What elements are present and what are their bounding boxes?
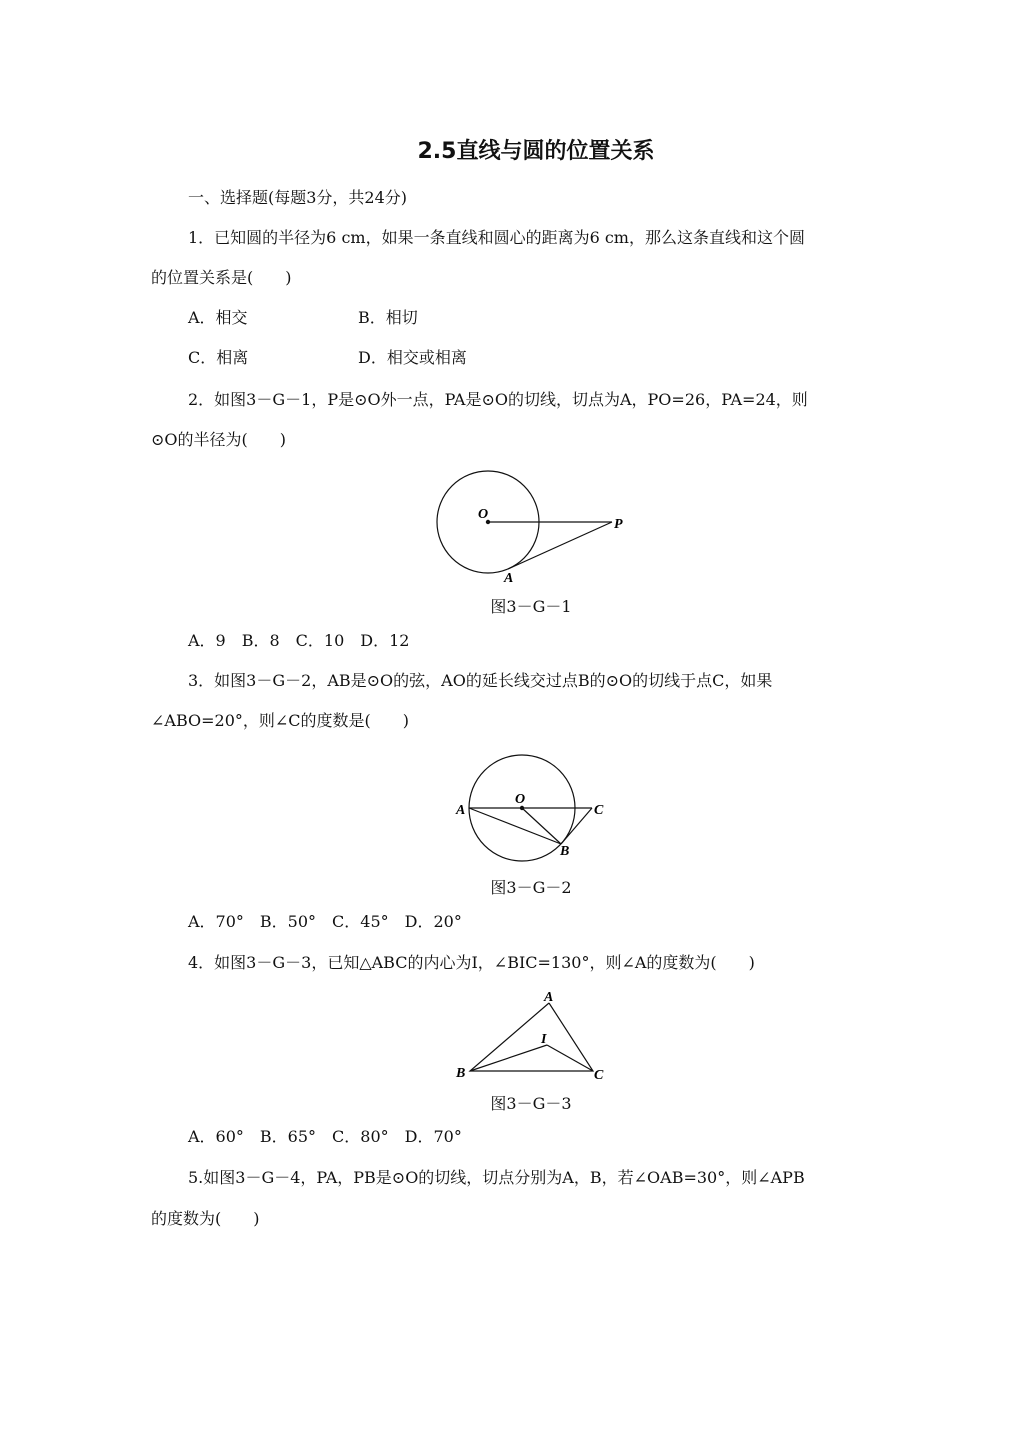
segment-bi xyxy=(470,1045,547,1071)
tangent-pa xyxy=(508,522,612,569)
label-o: O xyxy=(515,792,526,807)
figure-3-g-3-caption: 图3－G－3 xyxy=(490,1094,572,1113)
question-2-line-2: ⊙O的半径为( ) xyxy=(151,430,287,449)
question-1-line-1: 1．已知圆的半径为6 cm，如果一条直线和圆心的距离为6 cm，那么这条直线和这个圆 xyxy=(188,228,805,247)
question-1-option-b: B．相切 xyxy=(358,308,418,327)
label-i: I xyxy=(541,1032,547,1047)
figure-3-g-1 xyxy=(420,465,660,590)
figure-3-g-3 xyxy=(450,985,620,1085)
question-5-line-2: 的度数为( ) xyxy=(151,1209,260,1228)
page-title: 2.5直线与圆的位置关系 xyxy=(417,139,655,164)
question-2-line-1: 2．如图3－G－1，P是⊙O外一点，PA是⊙O的切线，切点为A，PO=26，PA=24，则 xyxy=(188,390,808,409)
tangent-bc xyxy=(561,808,592,844)
question-3-line-1: 3．如图3－G－2，AB是⊙O的弦，AO的延长线交过点B的⊙O的切线于点C，如果 xyxy=(188,671,773,690)
figure-3-g-1-caption: 图3－G－1 xyxy=(490,597,572,616)
figure-3-g-2 xyxy=(450,750,620,865)
label-b: B xyxy=(560,844,570,859)
segment-ob xyxy=(522,808,561,844)
label-o: O xyxy=(478,507,489,522)
section-heading: 一、选择题(每题3分，共24分) xyxy=(188,188,408,207)
chord-ab xyxy=(469,808,561,844)
label-a: A xyxy=(456,803,466,818)
question-1-option-d: D．相交或相离 xyxy=(358,348,467,367)
question-3-line-2: ∠ABO=20°，则∠C的度数是( ) xyxy=(151,711,410,730)
label-a: A xyxy=(544,990,554,1005)
question-4-line-1: 4．如图3－G－3，已知△ABC的内心为I，∠BIC=130°，则∠A的度数为( ) xyxy=(188,953,755,972)
label-c: C xyxy=(594,1068,604,1083)
label-a: A xyxy=(504,571,514,586)
question-1-option-c: C．相离 xyxy=(188,348,249,367)
question-1-line-2: 的位置关系是( ) xyxy=(151,268,292,287)
segment-ci xyxy=(547,1045,593,1071)
label-c: C xyxy=(594,803,604,818)
question-3-options: A．70° B．50° C．45° D．20° xyxy=(188,912,462,931)
question-4-options: A．60° B．65° C．80° D．70° xyxy=(188,1127,462,1146)
figure-3-g-2-caption: 图3－G－2 xyxy=(490,878,572,897)
question-2-options: A．9 B．8 C．10 D．12 xyxy=(188,631,410,650)
question-5-line-1: 5.如图3－G－4，PA，PB是⊙O的切线，切点分别为A，B，若∠OAB=30°，则∠APB xyxy=(188,1168,805,1187)
label-p: P xyxy=(614,517,623,532)
question-1-option-a: A．相交 xyxy=(188,308,248,327)
label-b: B xyxy=(456,1066,466,1081)
